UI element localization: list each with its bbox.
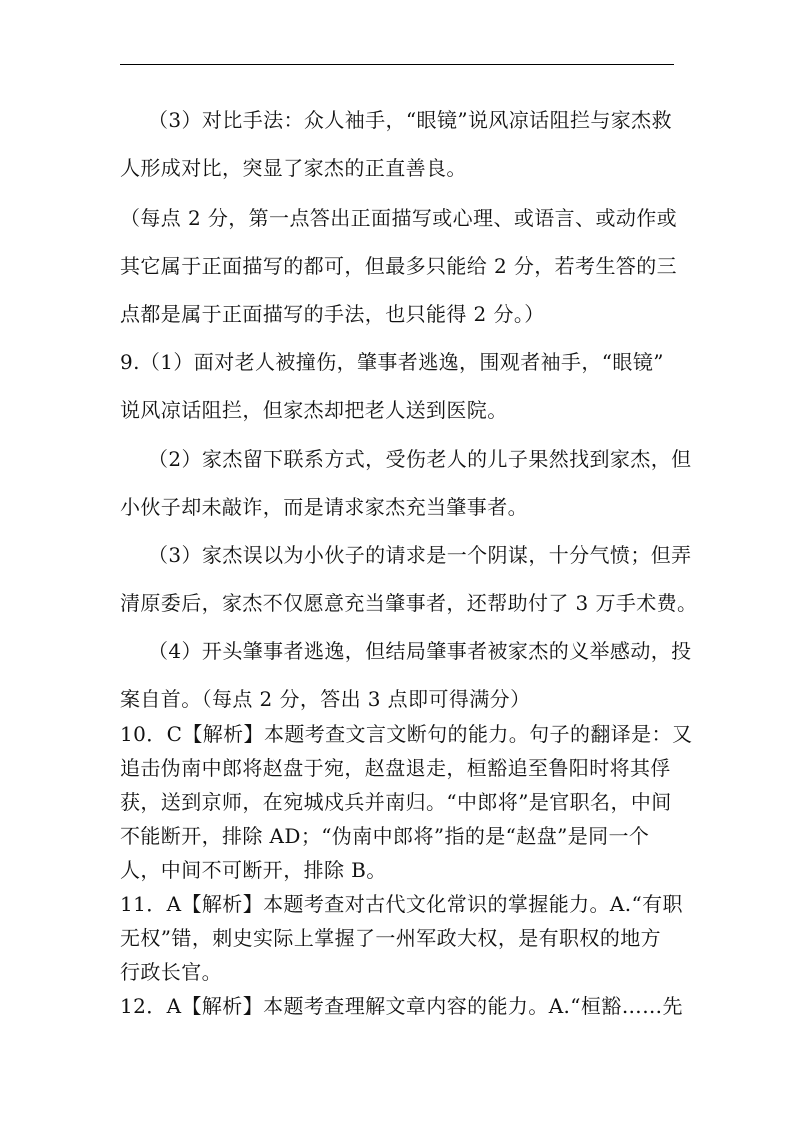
text-line: （4）开头肇事者逃逸，但结局肇事者被家杰的义举感动，投 — [148, 639, 692, 663]
text-line: 不能断开，排除 AD；“伪南中郎将”指的是“赵盘”是同一个 — [120, 824, 650, 848]
text-line: 获，送到京师，在宛城戍兵并南归。“中郎将”是官职名，中间 — [120, 790, 672, 814]
text-line: （3）家杰误以为小伙子的请求是一个阴谋，十分气愤；但弄 — [148, 543, 692, 567]
text-line: 其它属于正面描写的都可，但最多只能给 2 分，若考生答的三 — [120, 254, 678, 278]
header-rule — [120, 64, 674, 65]
text-line: 12．A【解析】本题考查理解文章内容的能力。A.“桓豁……先 — [120, 994, 683, 1018]
text-line: 无权”错，刺史实际上掌握了一州军政大权，是有职权的地方 — [120, 926, 662, 950]
text-line: 10．C【解析】本题考查文言文断句的能力。句子的翻译是：又 — [120, 722, 693, 746]
text-line: （2）家杰留下联系方式，受伤老人的儿子果然找到家杰，但 — [148, 447, 692, 471]
text-line: 11．A【解析】本题考查对古代文化常识的掌握能力。A.“有职 — [120, 892, 683, 916]
text-line: 9.（1）面对老人被撞伤，肇事者逃逸，围观者袖手，“眼镜” — [120, 350, 664, 374]
text-line: （每点 2 分，第一点答出正面描写或心理、或语言、或动作或 — [120, 206, 678, 230]
text-line: 人形成对比，突显了家杰的正直善良。 — [120, 156, 467, 180]
text-line: 小伙子却未敲诈，而是请求家杰充当肇事者。 — [120, 495, 528, 519]
text-line: 追击伪南中郎将赵盘于宛，赵盘退走，桓豁追至鲁阳时将其俘 — [120, 756, 671, 780]
text-line: 行政长官。 — [120, 960, 222, 984]
text-line: 清原委后，家杰不仅愿意充当肇事者，还帮助付了 3 万手术费。 — [120, 591, 698, 615]
text-line: （3）对比手法：众人袖手，“眼镜”说风凉话阻拦与家杰救 — [148, 108, 672, 132]
text-line: 点都是属于正面描写的手法，也只能得 2 分。） — [120, 302, 545, 326]
text-line: 人，中间不可断开，排除 B。 — [120, 858, 387, 882]
text-line: 案自首。（每点 2 分，答出 3 点即可得满分） — [120, 687, 531, 711]
text-line: 说风凉话阻拦，但家杰却把老人送到医院。 — [120, 398, 508, 422]
